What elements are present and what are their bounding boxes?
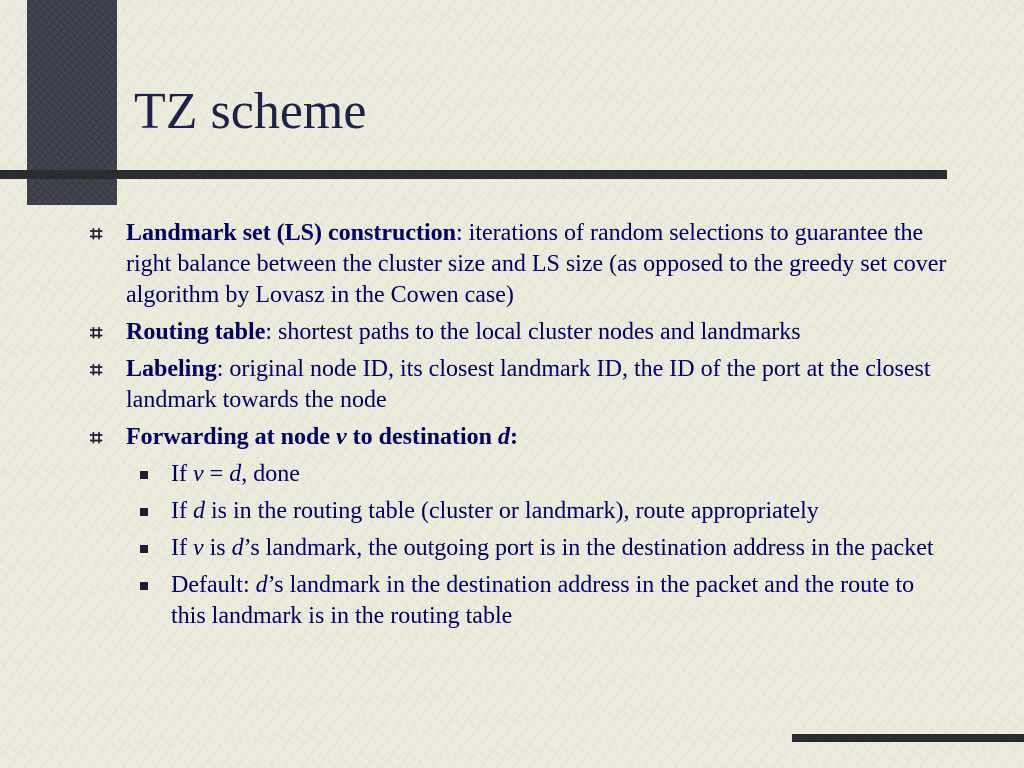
sub-bullet-landmark: If v is d’s landmark, the outgoing port is in the destination address in the packet	[88, 533, 948, 564]
bullet-routing-table	[88, 317, 948, 348]
bullet-list	[88, 218, 948, 638]
bullet-text: : shortest paths to the local cluster nodes and landmarks	[265, 319, 801, 345]
square-bullet-icon	[140, 508, 148, 516]
hash-bullet-icon: ⌗	[90, 320, 103, 345]
title-divider	[0, 170, 947, 179]
slide-title: TZ scheme	[134, 83, 367, 140]
bottom-divider	[792, 734, 1024, 742]
hash-bullet-icon: ⌗	[90, 425, 103, 450]
hash-bullet-icon: ⌗	[90, 221, 103, 246]
hash-bullet-icon: ⌗	[90, 357, 103, 382]
square-bullet-icon	[140, 471, 148, 479]
square-bullet-icon	[140, 582, 148, 590]
bullet-forwarding	[88, 422, 948, 453]
square-bullet-icon	[140, 545, 148, 553]
bullet-heading: Routing table	[126, 319, 266, 345]
bullet-text: : iterations of random selections to guarantee the right balance between the cluster size and LS size (as opposed to the greedy set cover algorithm by Lovasz in the Cowen case)	[126, 220, 947, 308]
bullet-heading: Landmark set (LS) construction	[126, 220, 457, 246]
bullet-heading: Labeling	[126, 356, 217, 382]
bullet-landmark-set	[88, 218, 948, 311]
bullet-heading: Forwarding at node v to destination d:	[126, 424, 519, 450]
sub-bullet-done: If v = d, done	[88, 459, 948, 490]
bullet-text: : original node ID, its closest landmark ID, the ID of the port at the closest landmark towards the node	[126, 356, 931, 413]
bullet-labeling	[88, 354, 948, 416]
sub-bullet-routing-table: If d is in the routing table (cluster or landmark), route appropriately	[88, 496, 948, 527]
sub-bullet-default: Default: d’s landmark in the destination address in the packet and the route to this landmark is in the routing table	[88, 570, 948, 632]
